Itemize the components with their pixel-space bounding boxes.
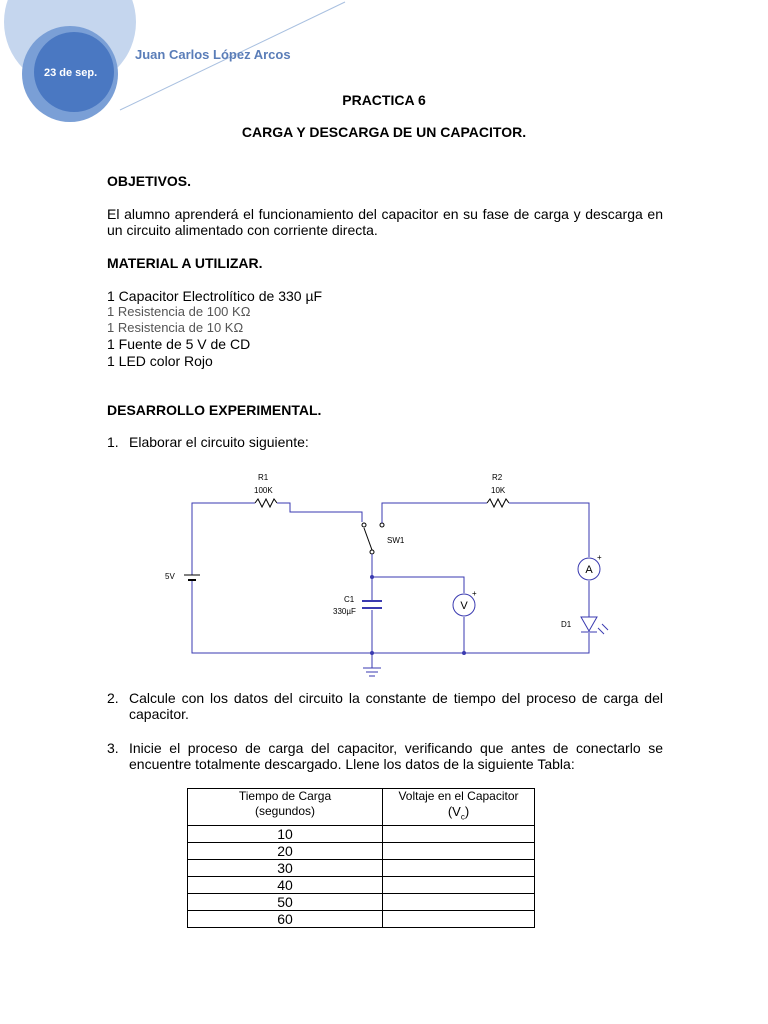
- voltage-cell[interactable]: [383, 859, 535, 876]
- step-text: Elaborar el circuito siguiente:: [129, 434, 309, 450]
- practice-title: PRACTICA 6: [342, 92, 426, 108]
- ammeter-plus: +: [597, 553, 602, 562]
- header-decoration: [0, 0, 360, 130]
- time-cell: 10: [188, 825, 383, 842]
- c1-value: 330µF: [333, 607, 356, 616]
- r1-resistor: [255, 499, 277, 507]
- r2-value: 10K: [491, 486, 506, 495]
- table-row: [188, 842, 535, 859]
- material-item: 1 Fuente de 5 V de CD: [107, 336, 251, 352]
- time-cell: 60: [188, 910, 383, 927]
- source-label: 5V: [165, 572, 175, 581]
- wire: [277, 503, 362, 522]
- material-item: 1 Resistencia de 100 KΩ: [107, 304, 251, 319]
- material-item: 1 Capacitor Electrolítico de 330 µF: [107, 288, 323, 304]
- r2-resistor: [487, 499, 509, 507]
- table-row: [188, 910, 535, 927]
- step-number: 1.: [107, 434, 119, 450]
- material-item: 1 LED color Rojo: [107, 353, 213, 369]
- development-heading: DESARROLLO EXPERIMENTAL.: [107, 402, 322, 418]
- time-cell: 40: [188, 876, 383, 893]
- header-time-line2: (segundos): [254, 804, 316, 818]
- switch-pivot: [370, 550, 374, 554]
- wire: [192, 503, 255, 575]
- time-cell: 30: [188, 859, 383, 876]
- voltmeter-plus: +: [472, 589, 477, 598]
- voltage-subscript: c: [460, 812, 465, 822]
- ground-symbol: [363, 668, 381, 676]
- voltage-cell[interactable]: [383, 876, 535, 893]
- wire: [192, 581, 589, 653]
- r2-label: R2: [492, 473, 503, 482]
- switch-label: SW1: [387, 536, 405, 545]
- voltage-cell[interactable]: [383, 893, 535, 910]
- wire: [509, 503, 589, 557]
- table-header-row: [188, 789, 535, 826]
- voltmeter-letter: V: [460, 600, 468, 612]
- objectives-text: El alumno aprenderá el funcionamiento del capacitor en su fase de carga y descarga en un circuito alimentado con corriente directa.: [107, 206, 663, 238]
- table-row: [188, 893, 535, 910]
- charge-data-table: [187, 788, 535, 928]
- voltage-cell[interactable]: [383, 842, 535, 859]
- led-d1: [581, 617, 608, 634]
- step-text: Calcule con los datos del circuito la constante de tiempo del proceso de carga del capacitor.: [129, 690, 663, 722]
- table-row: [188, 876, 535, 893]
- voltage-cell[interactable]: [383, 825, 535, 842]
- junction-dot: [462, 651, 466, 655]
- r1-label: R1: [258, 473, 269, 482]
- author-name: Juan Carlos López Arcos: [135, 47, 291, 62]
- junction-dot: [370, 575, 374, 579]
- switch-contact: [380, 523, 384, 527]
- time-cell: 20: [188, 842, 383, 859]
- switch-contact: [362, 523, 366, 527]
- material-item: 1 Resistencia de 10 KΩ: [107, 320, 244, 335]
- header-time: [188, 789, 383, 826]
- materials-heading: MATERIAL A UTILIZAR.: [107, 255, 263, 271]
- diode-label: D1: [561, 620, 572, 629]
- voltage-symbol: (V: [447, 804, 461, 819]
- wire: [382, 503, 487, 523]
- header-date: 23 de sep.: [44, 67, 98, 79]
- step-number: 3.: [107, 740, 119, 756]
- step-number: 2.: [107, 690, 119, 706]
- voltage-cell[interactable]: [383, 910, 535, 927]
- circuit-diagram: [150, 465, 630, 685]
- battery-5v: [184, 575, 200, 580]
- wire: [372, 577, 464, 593]
- objectives-heading: OBJETIVOS.: [107, 173, 192, 189]
- capacitor-c1: [362, 601, 382, 608]
- junction-dot: [370, 651, 374, 655]
- r1-value: 100K: [254, 486, 273, 495]
- step-text: Inicie el proceso de carga del capacitor, verificando que antes de conectarlo se encuentre totalmente descargado. Llene los datos de la siguiente Tabla:: [129, 740, 663, 772]
- ammeter-letter: A: [585, 564, 593, 576]
- header-voltage: [383, 789, 535, 826]
- table-row: [188, 825, 535, 842]
- switch-lever: [364, 528, 372, 550]
- practice-subtitle: CARGA Y DESCARGA DE UN CAPACITOR.: [241, 124, 527, 140]
- header-time-line1: Tiempo de Carga: [238, 789, 332, 803]
- table-row: [188, 859, 535, 876]
- c1-label: C1: [344, 595, 355, 604]
- voltage-close: ): [464, 804, 470, 819]
- header-voltage-unit: [447, 804, 470, 822]
- header-voltage-line1: Voltaje en el Capacitor: [398, 789, 519, 803]
- time-cell: 50: [188, 893, 383, 910]
